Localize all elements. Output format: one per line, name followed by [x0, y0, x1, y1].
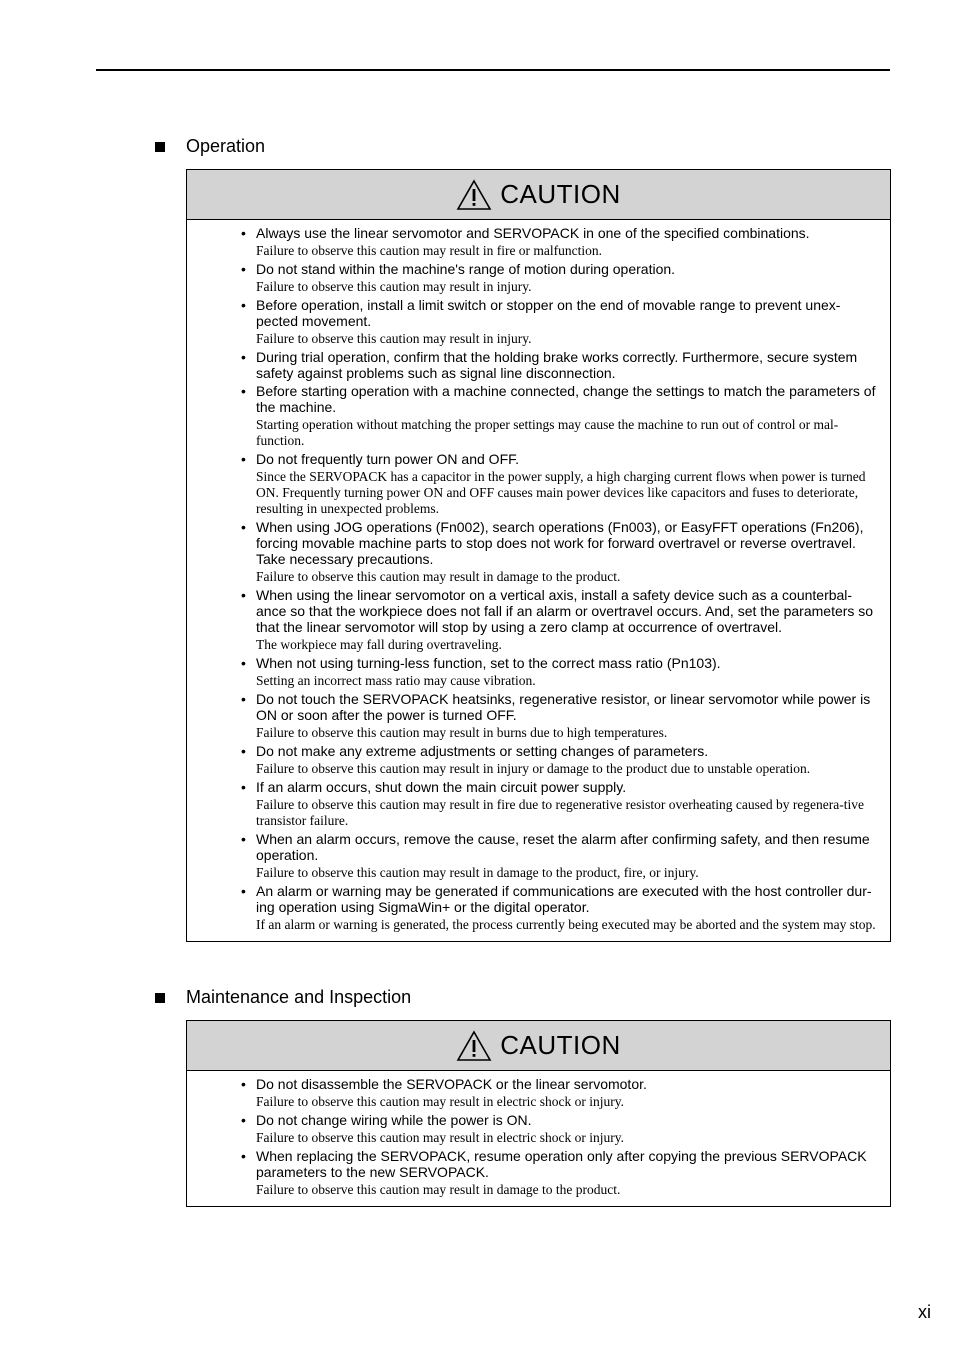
- bullet-icon: •: [241, 1112, 246, 1128]
- list-item: [241, 383, 880, 449]
- bullet-icon: •: [241, 831, 246, 847]
- caution-text: Always use the linear servomotor and SERVOPACK in one of the specified combinations.: [256, 225, 810, 241]
- caution-consequence: If an alarm or warning is generated, the process currently being executed may be aborted and the system may stop.: [256, 917, 876, 932]
- caution-consequence: Failure to observe this caution may result in injury.: [256, 331, 532, 346]
- list-item: [241, 883, 880, 933]
- list-item: [241, 691, 880, 741]
- list-item: [241, 655, 880, 689]
- caution-text: An alarm or warning may be generated if communications are executed with the host controller dur-ing operation using SigmaWin+ or the digital operator.: [256, 883, 872, 915]
- caution-box-maintenance: [186, 1020, 891, 1207]
- caution-text: When not using turning-less function, set to the correct mass ratio (Pn103).: [256, 655, 721, 671]
- bullet-icon: •: [241, 1148, 246, 1164]
- square-bullet-icon: [155, 142, 165, 152]
- caution-text: Do not disassemble the SERVOPACK or the linear servomotor.: [256, 1076, 647, 1092]
- caution-text: When using the linear servomotor on a vertical axis, install a safety device such as a counterbal-ance so that the workpiece does not fall if an alarm or overtravel occurs. And, set the parameters so that the linear servomotor will stop by using a zero clamp at occurrence of overtravel.: [256, 587, 874, 635]
- caution-text: Do not frequently turn power ON and OFF.: [256, 451, 520, 467]
- caution-text: When replacing the SERVOPACK, resume operation only after copying the previous SERVOPACK parameters to the new SERVOPACK.: [256, 1148, 867, 1180]
- caution-consequence: Failure to observe this caution may result in electric shock or injury.: [256, 1094, 625, 1109]
- list-item: [241, 451, 880, 517]
- caution-consequence: Failure to observe this caution may result in damage to the product, fire, or injury.: [256, 865, 699, 880]
- list-item: [241, 743, 880, 777]
- section-title: Maintenance and Inspection: [186, 987, 412, 1007]
- caution-text: Do not touch the SERVOPACK heatsinks, regenerative resistor, or linear servomotor while power is ON or soon after the power is turned OFF.: [256, 691, 871, 723]
- caution-text: When an alarm occurs, remove the cause, reset the alarm after confirming safety, and then resume operation.: [256, 831, 870, 863]
- bullet-icon: •: [241, 451, 246, 467]
- bullet-icon: •: [241, 261, 246, 277]
- caution-header: [187, 170, 890, 220]
- bullet-icon: •: [241, 691, 246, 707]
- caution-text: During trial operation, confirm that the holding brake works correctly. Furthermore, secure system safety against problems such as signal line disconnection.: [256, 349, 858, 381]
- list-item: [241, 1148, 880, 1198]
- list-item: [241, 587, 880, 653]
- bullet-icon: •: [241, 587, 246, 603]
- caution-consequence: Failure to observe this caution may result in damage to the product.: [256, 569, 621, 584]
- list-item: [241, 1112, 880, 1146]
- page-number: xi: [918, 1302, 931, 1322]
- caution-consequence: Failure to observe this caution may result in injury or damage to the product due to unstable operation.: [256, 761, 811, 776]
- bullet-icon: •: [241, 779, 246, 795]
- caution-text: Before operation, install a limit switch or stopper on the end of movable range to prevent unex-pected movement.: [256, 297, 841, 329]
- section-title: Operation: [186, 136, 266, 156]
- caution-header: [187, 1021, 890, 1071]
- list-item: [241, 297, 880, 347]
- list-item: [241, 261, 880, 295]
- square-bullet-icon: [155, 993, 165, 1003]
- list-item: [241, 1076, 880, 1110]
- caution-consequence: Failure to observe this caution may result in burns due to high temperatures.: [256, 725, 668, 740]
- caution-title: CAUTION: [500, 179, 621, 209]
- caution-consequence: Setting an incorrect mass ratio may cause vibration.: [256, 673, 536, 688]
- warning-triangle-icon: [456, 1030, 492, 1062]
- bullet-icon: •: [241, 1076, 246, 1092]
- list-item: [241, 831, 880, 881]
- caution-text: When using JOG operations (Fn002), search operations (Fn003), or EasyFFT operations (Fn206), forcing movable machine parts to stop does not work for forward overtravel or reverse overtravel. Take necessary precautions.: [256, 519, 864, 567]
- caution-text: Before starting operation with a machine connected, change the settings to match the parameters of the machine.: [256, 383, 876, 415]
- caution-consequence: Failure to observe this caution may result in injury.: [256, 279, 532, 294]
- bullet-icon: •: [241, 655, 246, 671]
- list-item: [241, 519, 880, 585]
- section-heading-operation: [155, 136, 265, 157]
- caution-consequence: Failure to observe this caution may result in electric shock or injury.: [256, 1130, 625, 1145]
- caution-box-operation: [186, 169, 891, 942]
- bullet-icon: •: [241, 297, 246, 313]
- caution-consequence: Starting operation without matching the proper settings may cause the machine to run out of control or mal-function.: [256, 417, 839, 448]
- bullet-icon: •: [241, 743, 246, 759]
- caution-title: CAUTION: [500, 1030, 621, 1060]
- caution-consequence: Failure to observe this caution may result in damage to the product.: [256, 1182, 621, 1197]
- caution-consequence: Failure to observe this caution may result in fire due to regenerative resistor overheating caused by regenera-tive transistor failure.: [256, 797, 865, 828]
- caution-list: [187, 1071, 890, 1206]
- caution-text: If an alarm occurs, shut down the main circuit power supply.: [256, 779, 627, 795]
- warning-triangle-icon: [456, 179, 492, 211]
- bullet-icon: •: [241, 225, 246, 241]
- section-heading-maintenance: [155, 987, 411, 1008]
- caution-list: [187, 220, 890, 941]
- caution-consequence: Since the SERVOPACK has a capacitor in the power supply, a high charging current flows when power is turned ON. Frequently turning power ON and OFF causes main power devices like capacitors and fuses to deteriorate, resulting in unexpected problems.: [256, 469, 866, 516]
- bullet-icon: •: [241, 349, 246, 365]
- caution-consequence: Failure to observe this caution may result in fire or malfunction.: [256, 243, 603, 258]
- caution-text: Do not make any extreme adjustments or setting changes of parameters.: [256, 743, 709, 759]
- caution-text: Do not stand within the machine's range of motion during operation.: [256, 261, 676, 277]
- list-item: [241, 225, 880, 259]
- bullet-icon: •: [241, 519, 246, 535]
- header-rule: [96, 69, 890, 71]
- caution-text: Do not change wiring while the power is ON.: [256, 1112, 532, 1128]
- bullet-icon: •: [241, 383, 246, 399]
- caution-consequence: The workpiece may fall during overtraveling.: [256, 637, 502, 652]
- bullet-icon: •: [241, 883, 246, 899]
- list-item: [241, 349, 880, 381]
- list-item: [241, 779, 880, 829]
